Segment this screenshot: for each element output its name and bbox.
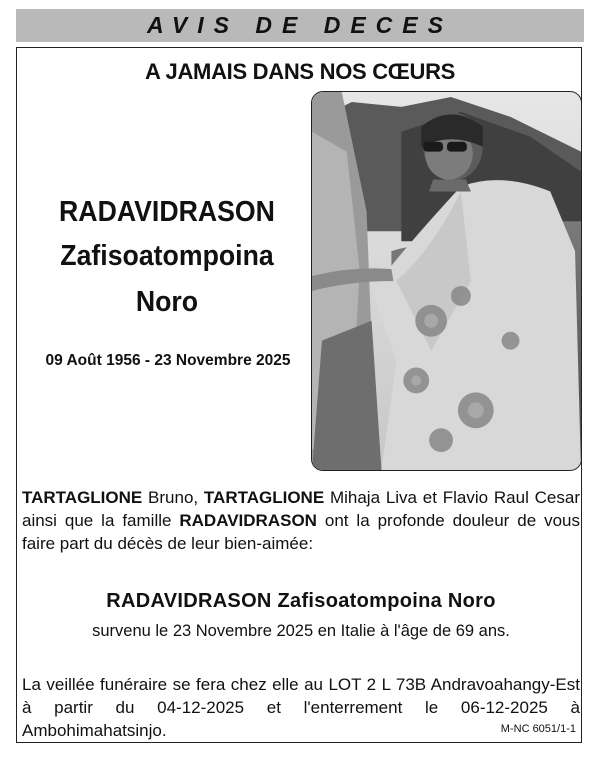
family-surname-1: TARTAGLIONE — [22, 488, 143, 507]
funeral-info: La veillée funéraire se fera chez elle au LOT 2 L 73B Andravoahangy-Est à partir du 04-12-2025 et l'enterrement le 06-12-2025 à Ambohimahatsinjo. — [22, 675, 580, 740]
reference-code: M-NC 6051/1-1 — [500, 723, 576, 735]
family-given-1: Bruno, — [142, 488, 204, 507]
header-title: AVIS DE DECES — [147, 12, 453, 38]
announcement-paragraph — [22, 486, 580, 555]
name-line-surname: RADAVIDRASON — [59, 196, 275, 228]
family-surname-3: RADAVIDRASON — [179, 511, 317, 530]
family-given-2: Mihaja Liva et Flavio Raul Cesar ainsi que la famille — [22, 488, 580, 530]
death-info: survenu le 23 Novembre 2025 en Italie à l'âge de 69 ans. — [92, 622, 510, 640]
name-line-nickname: Noro — [135, 286, 199, 318]
life-dates: 09 Août 1956 - 23 Novembre 2025 — [45, 352, 291, 369]
deceased-full-name: RADAVIDRASON Zafisoatompoina Noro — [106, 590, 496, 612]
portrait-photo-icon — [312, 92, 581, 470]
name-line-given: Zafisoatompoina — [60, 240, 274, 272]
announcement-rest: ont la profonde douleur de vous faire part du décès de leur bien-aimée: — [22, 511, 580, 553]
subtitle: A JAMAIS DANS NOS CŒURS — [144, 59, 456, 84]
portrait-photo — [311, 91, 582, 471]
family-surname-2: TARTAGLIONE — [203, 488, 325, 507]
header-bar — [16, 9, 584, 42]
